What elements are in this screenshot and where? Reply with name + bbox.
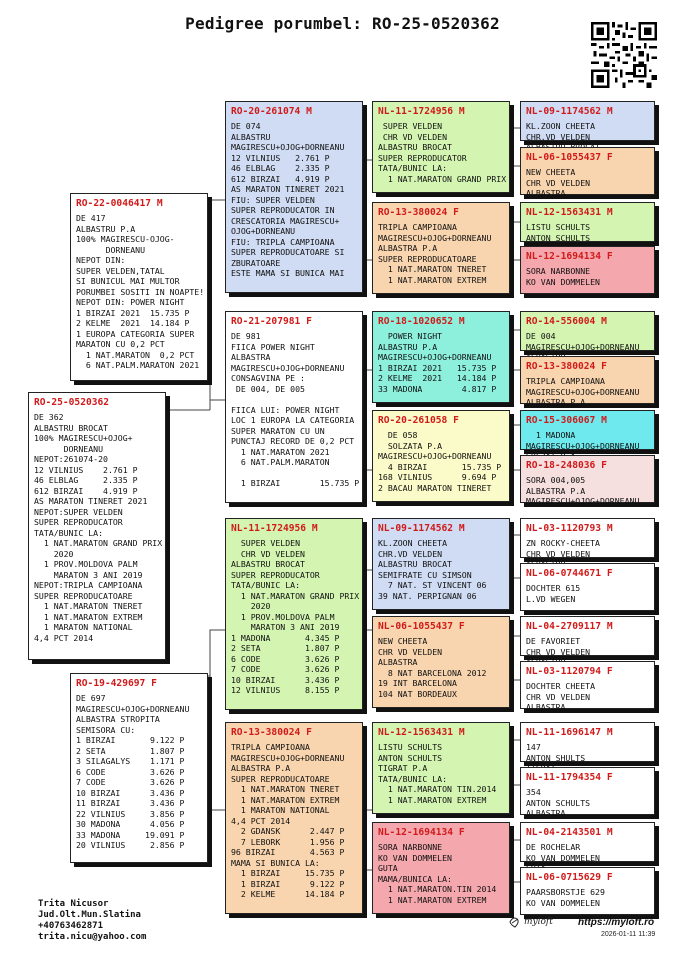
bird-info-line — [231, 394, 357, 405]
bird-info-line: 1 NAT.MARATON EXTREM — [231, 794, 340, 805]
bird-info-line: 1 EUROPA CATEGORIA SUPER — [76, 328, 195, 339]
bird-info-line: 1 NAT.MARATON GRAND PRIX — [231, 590, 360, 601]
bird-info-line: DE ROCHELAR — [526, 842, 581, 852]
bird-info-line: NEPOT:SUPER VELDEN — [34, 506, 123, 517]
bird-info-line: 96 BIRZAI 4.563 P — [231, 847, 345, 857]
bird-info-line: 2020 — [231, 601, 271, 611]
bird-card — [520, 767, 655, 818]
bird-info-line: 1 NAT.MARATON EXTREM — [34, 611, 143, 622]
bird-card — [372, 822, 510, 914]
bird-info-line: 1 MARATON NATIONAL — [34, 622, 133, 632]
bird-info-line: MAGIRESCU+OJOG+DORNEANU — [231, 752, 345, 763]
ring-number: RO-22-0046417 M — [76, 198, 163, 209]
bird-info-line: SUPER REPRODUCATOR IN — [231, 205, 335, 215]
bird-info-line: CHR VD VELDEN — [231, 548, 305, 559]
bird-info-line: 1 PROV.MOLDOVA PALM — [34, 559, 138, 569]
owner-name: Trita Nicusor — [38, 899, 109, 909]
bird-info-line: DE 074 — [231, 121, 261, 131]
ring-number: NL-12-1563431 M — [378, 727, 465, 738]
bird-info-line: 2 KELME 2021 14.184 P — [76, 318, 190, 328]
bird-info-line: CHR VD VELDEN — [526, 691, 591, 702]
bird-info-line: 1 BIRZAI 9.122 P — [231, 878, 345, 889]
bird-info-line: 1 NAT.MARATON.TIN 2014 — [378, 884, 497, 894]
bird-info-line: TRIPLA CAMPIOANA — [378, 222, 457, 232]
bird-info-line: DE 981 — [231, 331, 261, 341]
bird-info-line: 46 ELBLAG 2.335 P — [231, 163, 330, 173]
bird-info-line: ESTE MAMA SI BUNICA MAI — [231, 268, 345, 278]
bird-card — [28, 392, 166, 660]
bird-info-line: CHR VD VELDEN — [526, 646, 591, 657]
bird-info-line: ALBASTRU BROCAT — [378, 142, 452, 152]
bird-info-line: OJOG+DORNEANU — [231, 226, 296, 236]
bird-info-line: SEMIFRATE CU SIMSON — [378, 569, 472, 580]
owner-info — [38, 899, 146, 943]
bird-info-line: DORNEANU — [34, 443, 104, 454]
bird-card — [520, 246, 655, 294]
ring-number: RO-13-380024 F — [231, 727, 312, 738]
bird-info-line: 1 NAT.MARATON TNERET — [34, 601, 143, 611]
bird-info-line: 39 NAT. PERPIGNAN 06 — [378, 590, 477, 601]
bird-info-line: SUPER REPRODUCATOR — [231, 569, 320, 580]
bird-info-line: TIGRAT P.A — [378, 763, 428, 773]
bird-info-line: 19 INT BARCELONA — [378, 678, 457, 688]
bird-info-line: NEW CHEETA — [526, 167, 576, 177]
bird-info-line: TATA/BUNIC LA: — [34, 527, 104, 538]
bird-info-line: ANTON SCHULTS — [378, 752, 443, 763]
bird-info-line: MAGIRESCU+OJOG+DORNEANU — [526, 386, 640, 397]
bird-info-line: 1 BIRZAI 2021 15.735 P — [76, 307, 190, 318]
bird-info-line: SUPER MARATON CU UN — [231, 425, 325, 436]
bird-info-line: 6 CODE 3.626 P — [76, 766, 185, 777]
bird-info-line: SORA NARBONNE — [378, 842, 443, 852]
bird-info-line: ALBASTRU BROCAT — [378, 559, 452, 569]
bird-info-line: ZBURATOARE — [231, 257, 281, 268]
bird-info-line: 46 ELBLAG 2.335 P — [34, 475, 138, 485]
bird-info-line: ANTON SHULTS — [526, 752, 586, 763]
bird-info-line: SORA NARBONNE — [526, 266, 591, 276]
bird-info-line: MARATON 3 ANI 2019 — [34, 569, 143, 580]
bird-info-line: DOCHTER CHEETA — [526, 681, 596, 691]
brand-name: myloft — [524, 917, 553, 927]
ring-number: NL-04-2143501 M — [526, 827, 613, 838]
bird-info-line: 1 PROV.MOLDOVA PALM — [231, 611, 335, 622]
bird-info-line: 4,4 PCT 2014 — [231, 815, 291, 826]
bird-info-line: 1 MADONA 4.345 P — [231, 632, 340, 643]
bird-info-line: KO VAN DOMMELEN — [526, 276, 600, 287]
bird-info-line: SUPER REPRODUCATOARE — [34, 590, 133, 601]
bird-info-line: DE 004, DE 005 — [231, 383, 305, 394]
bird-info-line: FIICA POWER NIGHT — [231, 341, 315, 352]
bird-info-line: KL.ZOON CHEETA — [526, 121, 596, 131]
bird-info-line: ALBASTRA STROPITA — [76, 714, 160, 724]
bird-info-line: 104 NAT BORDEAUX — [378, 688, 457, 699]
bird-info-line: 2 SETA 1.807 P — [76, 745, 185, 756]
bird-info-line: 612 BIRZAI 4.919 P — [34, 485, 138, 496]
bird-info-line: 1 NAT.MARATON GRAND PRIX — [378, 173, 507, 184]
bird-info-line: ZN ROCKY-CHEETA — [526, 538, 600, 548]
ring-number: NL-03-1120794 F — [526, 666, 613, 677]
bird-info-line: PUNCTAJ RECORD DE 0,2 PCT — [231, 436, 355, 446]
bird-info-line: MAGIRESCU+OJOG+DORNEANU — [378, 352, 492, 362]
bird-card — [520, 356, 655, 407]
bird-info-line: 4 BIRZAI 15.735 P — [378, 461, 502, 472]
bird-card — [520, 661, 655, 712]
ring-number: RO-15-306067 M — [526, 415, 607, 426]
bird-info-line: SUPER VELDEN — [231, 538, 301, 548]
bird-info-line: MARATON 3 ANI 2019 — [231, 622, 340, 632]
bird-info-line: 1 BIRZAI 2021 15.735 P — [378, 362, 497, 373]
bird-info-line: DE 362 — [34, 412, 64, 422]
bird-card — [520, 147, 655, 198]
bird-info-line: CHR.VD VELDEN — [526, 131, 591, 142]
bird-info-line: ALBASTRA — [378, 657, 418, 667]
bird-info-line: 7 LEBORK 1.956 P — [231, 836, 345, 847]
bird-info-line: DE 417 — [76, 213, 106, 223]
owner-phone: +40763462871 — [38, 921, 104, 931]
bird-card — [372, 410, 510, 502]
bird-info-line: SUPER REPRODUCATOARE — [231, 773, 330, 784]
bird-info-line: ALBASTRU BROCAT — [231, 559, 305, 569]
bird-info-line: KO VAN DOMMELEN — [526, 897, 600, 908]
bird-info-line: ANTON SCHULTS — [526, 797, 591, 808]
bird-info-line: 1 NAT.MARATON TNERET — [378, 264, 487, 274]
bird-info-line: 33 MADONA 19.091 P — [76, 829, 185, 840]
bird-info-line: 1 NAT.MARATON TIN.2014 — [378, 784, 497, 794]
myloft-logo-icon — [508, 915, 522, 929]
bird-info-line: 2 SETA 1.807 P — [231, 643, 340, 653]
bird-card — [520, 822, 655, 862]
page-title: Pedigree porumbel: RO-25-0520362 — [185, 14, 500, 33]
bird-info-line: 12 VILNIUS 2.761 P — [34, 464, 138, 475]
ring-number: RO-13-380024 F — [526, 361, 607, 372]
bird-info-line: MAGIRESCU+OJOG+DORNEANU — [526, 440, 640, 451]
bird-card — [520, 202, 655, 242]
bird-info-line: TRIPLA CAMPIOANA — [526, 376, 605, 386]
bird-info-line: AS MARATON TINERET 2021 — [34, 496, 148, 506]
bird-card — [372, 722, 510, 814]
bird-info-line: SUPER REPRODUCATOR — [34, 517, 123, 527]
bird-card — [520, 455, 655, 506]
bird-info-line: 3 SILAGALYS 1.171 P — [76, 756, 185, 766]
bird-info-line: DE FAVORIET — [526, 636, 581, 646]
bird-card — [372, 518, 510, 610]
bird-card — [70, 193, 208, 381]
owner-email: trita.nicu@yahoo.com — [38, 932, 147, 942]
bird-info-line: CHR VD VELDEN — [526, 177, 591, 188]
bird-card — [520, 616, 655, 656]
bird-info-line: SUPER VELDEN — [378, 121, 443, 131]
bird-info-line: KO VAN DOMMELEN — [378, 852, 452, 863]
bird-info-line: ALBASTRA P.A — [231, 763, 291, 773]
bird-info-line: SUPER VELDEN,TATAL — [76, 265, 165, 276]
bird-card — [225, 101, 363, 293]
bird-info-line: 4,4 PCT 2014 — [34, 632, 94, 643]
ring-number: NL-06-1055437 F — [526, 152, 613, 163]
bird-info-line: 7 CODE 3.626 P — [76, 777, 185, 787]
bird-info-line: ALBASTRA P.A — [526, 485, 586, 496]
bird-info-line: TRIPLA CAMPIOANA — [231, 742, 310, 752]
bird-info-line: MAGIRESCU+OJOG+DORNEANU — [76, 703, 190, 714]
bird-info-line: LISTU SCHULTS — [378, 742, 443, 752]
bird-info-line: CHR.VD VELDEN — [378, 548, 443, 559]
bird-card — [225, 722, 363, 914]
bird-info-line: 168 VILNIUS 9.694 P — [378, 472, 497, 482]
bird-info-line: 12 VILNIUS 8.155 P — [231, 685, 340, 695]
bird-info-line: CHR VD VELDEN — [378, 131, 448, 142]
bird-card — [70, 673, 208, 863]
bird-info-line: MAGIRESCU+OJOG+DORNEANU — [526, 341, 640, 352]
bird-info-line: ALBASTRU P.A — [378, 341, 438, 352]
bird-info-line: 12 VILNIUS 2.761 P — [231, 152, 330, 163]
bird-info-line: SUPER REPRODUCATOARE SI — [231, 247, 345, 257]
ring-number: RO-20-261058 F — [378, 415, 459, 426]
bird-card — [372, 616, 510, 708]
bird-info-line: NEW CHEETA — [378, 636, 428, 646]
ring-number: RO-14-556004 M — [526, 316, 607, 327]
bird-info-line: NEPOT:TRIPLA CAMPIOANA — [34, 580, 143, 590]
bird-info-line: FIICA LUI: POWER NIGHT — [231, 404, 340, 415]
ring-number: NL-12-1563431 M — [526, 207, 613, 218]
bird-info-line: LISTU SCHULTS — [526, 222, 591, 232]
bird-info-line: NEPOT DIN: POWER NIGHT — [76, 297, 185, 307]
bird-info-line: MAGIRESCU+OJOG+DORNEANU — [378, 232, 492, 243]
bird-info-line: 6 NAT.PALM.MARATON 2021 — [76, 360, 200, 370]
bird-info-line: 354 — [526, 787, 541, 797]
bird-card — [520, 410, 655, 450]
bird-card — [520, 722, 655, 762]
bird-card — [520, 563, 655, 611]
bird-card — [520, 311, 655, 351]
bird-info-line: CHR VD VELDEN — [378, 646, 443, 657]
bird-info-line: MAGIRESCU+OJOG+DORNEANU — [231, 362, 345, 373]
bird-info-line: ALBASTRA P.A — [378, 243, 438, 253]
ring-number: NL-12-1694134 F — [378, 827, 465, 838]
bird-info-line: 1 NAT.MARATON TNERET — [231, 784, 340, 794]
bird-info-line: ALBASTRA — [231, 352, 271, 362]
bird-info-line: 33 MADONA 4.817 P — [378, 383, 497, 394]
bird-info-line: 2 KELME 2021 14.184 P — [378, 373, 497, 383]
bird-info-line: ALBASTRU BROCAT — [34, 422, 108, 433]
bird-info-line: 10 BIRZAI 3.436 P — [76, 787, 185, 798]
bird-info-line: 22 VILNIUS 3.856 P — [76, 808, 185, 819]
ring-number: NL-09-1174562 M — [526, 106, 613, 117]
bird-info-line: 147 — [526, 742, 541, 752]
bird-info-line: 612 BIRZAI 4.919 P — [231, 173, 330, 184]
bird-info-line: 30 MADONA 4.056 P — [76, 819, 185, 829]
bird-info-line: KO VAN DOMMELEN — [526, 852, 600, 863]
bird-info-line: LOC 1 EUROPA LA CATEGORIA — [231, 415, 355, 425]
ring-number: RO-18-248036 F — [526, 460, 607, 471]
bird-info-line: MARATON CU 0,2 PCT — [76, 339, 165, 349]
bird-info-line: AS MARATON TINERET 2021 — [231, 184, 345, 194]
ring-number: RO-20-261074 M — [231, 106, 312, 117]
bird-info-line: ALBASTRA — [526, 188, 566, 198]
bird-info-line: 1 BIRZAI 15.735 P — [231, 868, 345, 878]
ring-number: NL-11-1724956 M — [231, 523, 318, 534]
bird-info-line: 1 NAT.MARATON GRAND PRIX — [34, 538, 163, 548]
ring-number: NL-06-0744671 F — [526, 568, 613, 579]
bird-info-line: DE 058 — [378, 430, 418, 440]
bird-info-line: SUPER REPRODUCATOR — [378, 152, 467, 163]
bird-info-line: GUTA — [378, 863, 398, 873]
bird-info-line: NEPOT:261074-20 — [34, 454, 108, 464]
bird-info-line: 1 BIRZAI 9.122 P — [76, 735, 185, 745]
bird-info-line: 2 BACAU MARATON TINERET — [378, 482, 492, 493]
bird-info-line: ALBASTRU P.A — [76, 223, 136, 234]
bird-info-line: 6 CODE 3.626 P — [231, 653, 340, 664]
bird-info-line: 2020 — [34, 548, 74, 559]
bird-info-line: ANTON SCHULTS — [526, 232, 591, 243]
bird-info-line: 10 BIRZAI 3.436 P — [231, 674, 340, 685]
bird-info-line: FIU: TRIPLA CAMPIOANA — [231, 236, 335, 247]
owner-location: Jud.Olt.Mun.Slatina — [38, 910, 141, 920]
ring-number: NL-03-1120793 M — [526, 523, 613, 534]
bird-info-line: 1 MARATON NATIONAL — [231, 805, 330, 815]
bird-info-line: 1 NAT.MARATON EXTREM — [378, 794, 487, 805]
bird-info-line: PORUMBEI SOSITI IN NOAPTE! — [76, 286, 205, 297]
bird-info-line: ALBASTRA — [526, 702, 566, 712]
bird-card — [225, 311, 363, 503]
ring-number: NL-04-2709117 M — [526, 621, 613, 632]
ring-number: NL-11-1724956 M — [378, 106, 465, 117]
bird-card — [520, 867, 655, 915]
bird-info-line: 7 CODE 3.626 P — [231, 664, 340, 674]
bird-info-line: 2 KELME 14.184 P — [231, 889, 345, 899]
bird-info-line: L.VD WEGEN — [526, 593, 576, 604]
bird-card — [225, 518, 363, 710]
bird-card — [372, 202, 510, 294]
bird-info-line: ALBASTRU — [231, 131, 271, 142]
ring-number: RO-13-380024 F — [378, 207, 459, 218]
bird-info-line: 1 NAT.MARATON 2021 — [231, 446, 330, 457]
bird-info-line: POWER NIGHT — [378, 331, 443, 341]
bird-info-line: DORNEANU — [76, 244, 146, 255]
ring-number: NL-06-0715629 F — [526, 872, 613, 883]
ring-number: NL-11-1696147 M — [526, 727, 613, 738]
bird-info-line: MAGIRESCU+OJOG+DORNEANU — [378, 451, 492, 461]
bird-info-line: 1 NAT.MARATON 0,2 PCT — [76, 349, 195, 360]
ring-number: NL-06-1055437 F — [378, 621, 465, 632]
bird-info-line: CRESCATORIA MAGIRESCU+ — [231, 215, 340, 226]
bird-info-line: CONSAGVINA PE : — [231, 373, 305, 383]
bird-info-line: DE 697 — [76, 693, 106, 703]
bird-card — [372, 311, 510, 403]
bird-info-line: 7 NAT. ST VINCENT 06 — [378, 580, 487, 590]
ring-number: NL-11-1794354 F — [526, 772, 613, 783]
bird-info-line: 1 NAT.MARATON EXTREM — [378, 894, 487, 905]
bird-card — [520, 518, 655, 558]
bird-info-line: MAGIRESCU+OJOG+DORNEANU — [526, 496, 640, 506]
ring-number: NL-12-1694134 F — [526, 251, 613, 262]
bird-card — [520, 101, 655, 141]
bird-info-line: TATA/BUNIC LA: — [378, 163, 448, 173]
bird-info-line: 100% MAGIRESCU-OJOG- — [76, 234, 175, 244]
bird-info-line: MAGIRESCU+OJOG+DORNEANU — [231, 142, 345, 152]
bird-info-line: SUPER REPRODUCATOARE — [378, 253, 477, 264]
bird-info-line: MAMA/BUNICA LA: — [378, 873, 452, 884]
bird-info-line: 1 NAT.MARATON EXTREM — [378, 274, 487, 285]
ring-number: RO-19-429697 F — [76, 678, 157, 689]
bird-info-line: DE 004 — [526, 331, 556, 341]
bird-info-line — [231, 468, 357, 479]
print-date: 2026-01-11 11:39 — [601, 931, 656, 938]
bird-info-line: 6 NAT.PALM.MARATON — [231, 457, 330, 467]
bird-info-line: 8 NAT BARCELONA 2012 — [378, 667, 487, 678]
bird-info-line: 20 VILNIUS 2.856 P — [76, 840, 185, 850]
ring-number: RO-18-1020652 M — [378, 316, 465, 327]
bird-info-line: DOCHTER 615 — [526, 583, 581, 593]
bird-card — [372, 101, 510, 193]
ring-number: RO-21-207981 F — [231, 316, 312, 327]
bird-info-line: PAARSBORSTJE 629 — [526, 887, 605, 897]
bird-info-line: NEPOT DIN: — [76, 255, 126, 265]
bird-info-line: 11 BIRZAI 3.436 P — [76, 798, 185, 808]
bird-info-line: 1 BIRZAI 15.735 P — [231, 478, 360, 488]
bird-info-line: TATA/BUNIC LA: — [378, 773, 448, 784]
bird-info-line: ALBASTRA — [526, 808, 566, 818]
bird-info-line: KL.ZOON CHEETA — [378, 538, 448, 548]
bird-info-line: TATA/BUNIC LA: — [231, 580, 301, 590]
bird-info-line: FIU: SUPER VELDEN — [231, 194, 315, 205]
bird-info-line: 2 GDANSK 2.447 P — [231, 826, 345, 836]
bird-info-line: SEMISORA CU: — [76, 724, 136, 735]
bird-info-line: ALBASTRA P.A — [526, 397, 586, 407]
ring-number: NL-09-1174562 M — [378, 523, 465, 534]
bird-info-line: 1 MADONA — [526, 430, 576, 440]
bird-info-line: 100% MAGIRESCU+OJOG+ — [34, 433, 133, 443]
bird-info-line: SORA 004,005 — [526, 475, 586, 485]
site-link[interactable]: https://myloft.ro — [578, 917, 655, 928]
bird-info-line: CHR VD VELDEN — [526, 548, 591, 559]
bird-info-line: SOLZATA P.A — [378, 440, 443, 451]
ring-number: RO-25-0520362 — [34, 397, 110, 408]
bird-info-line: SI BUNICUL MAI MULTOR — [76, 276, 180, 286]
bird-info-line: MAMA SI BUNICA LA: — [231, 857, 320, 868]
